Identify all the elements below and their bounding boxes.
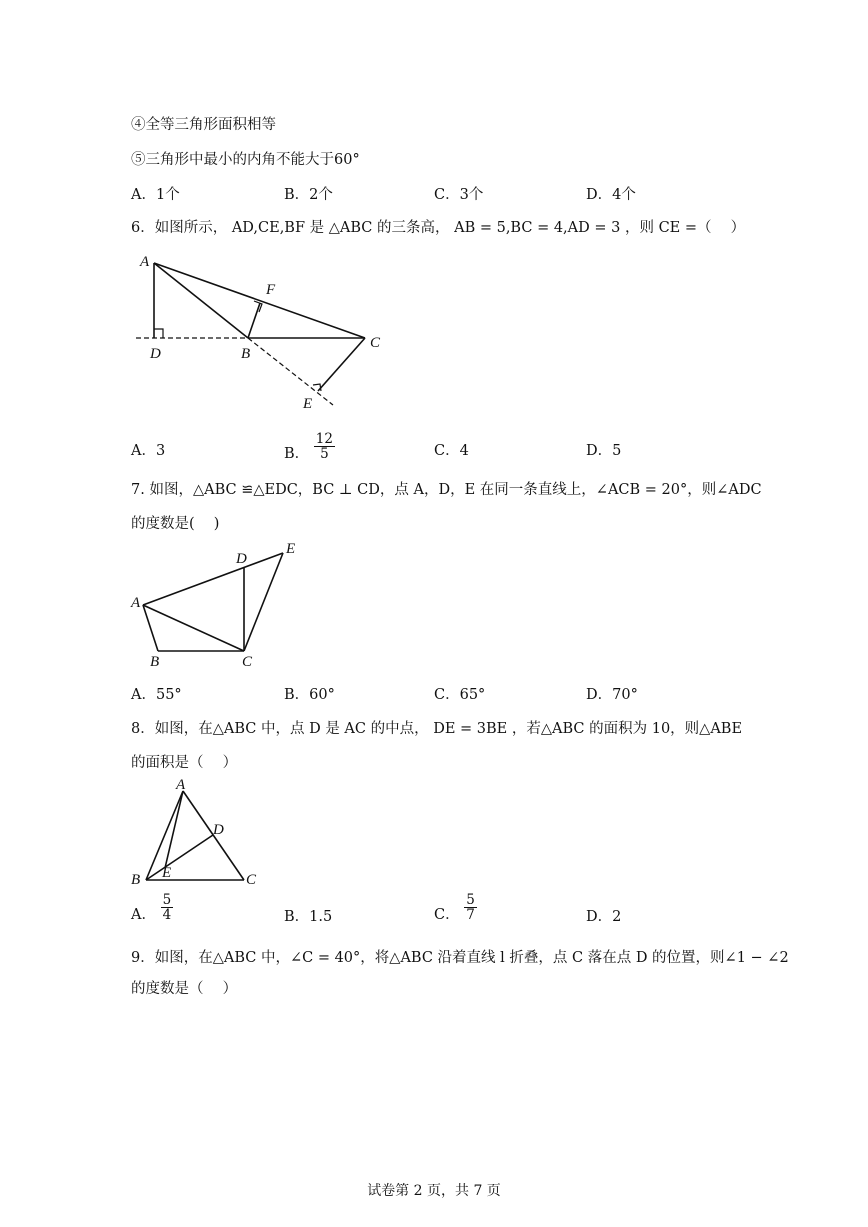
- q6-label-d: D: [150, 346, 161, 362]
- q8-label-b: B: [131, 872, 141, 888]
- q8-option-d[interactable]: D．2: [586, 909, 622, 925]
- q7-label-e: E: [286, 541, 296, 557]
- q8-question-line1: 8．如图，在△ABC 中，点 D 是 AC 的中点， DE = 3BE ，若△ABC 的面积为 10，则△ABE: [131, 721, 743, 737]
- q7-label-b: B: [150, 654, 160, 670]
- q6-option-b-letter: B．: [284, 445, 310, 462]
- q7-question-line1: 7. 如图，△ABC ≌△EDC，BC ⊥ CD，点 A，D，E 在同一条直线上，∠ACB = 20°，则∠ADC: [131, 482, 762, 498]
- q7-diagram: [128, 540, 318, 672]
- page-footer: 试卷第 2 页，共 7 页: [367, 1183, 501, 1199]
- q6-label-b: B: [241, 346, 251, 362]
- q7-option-d[interactable]: D．70°: [586, 687, 638, 703]
- q8-label-c: C: [246, 872, 257, 888]
- q8-option-a-denominator: 4: [162, 907, 172, 924]
- q7-label-a: A: [131, 595, 141, 611]
- q9-question-line2: 的度数是（ ）: [131, 981, 238, 997]
- q5-option-d[interactable]: D．4个: [586, 187, 636, 203]
- q6-question: 6．如图所示， AD,CE,BF 是 △ABC 的三条高， AB = 5,BC = 4,AD = 3 ，则 CE =（ ）: [131, 220, 746, 236]
- q5-option-c[interactable]: C．3个: [434, 187, 484, 203]
- q8-option-a[interactable]: [131, 893, 173, 922]
- q8-option-a-fraction: [161, 893, 174, 922]
- q8-option-a-letter: A．: [131, 906, 156, 923]
- q8-options: [131, 893, 771, 933]
- q6-diagram: [128, 248, 388, 413]
- q6-label-c: C: [370, 335, 381, 351]
- q7-label-d: D: [236, 551, 247, 567]
- q6-options: [131, 432, 771, 468]
- q7-label-c: C: [242, 654, 253, 670]
- q8-question-line2: 的面积是（ ）: [131, 755, 238, 771]
- q6-option-b-fraction: [314, 432, 335, 461]
- q7-option-a[interactable]: A．55°: [131, 687, 182, 703]
- q6-option-b-numerator: 12: [315, 431, 333, 447]
- q8-option-c-letter: C．: [434, 906, 460, 923]
- q6-option-c[interactable]: C．4: [434, 443, 469, 459]
- q8-label-a: A: [176, 777, 186, 793]
- q7-option-b[interactable]: B．60°: [284, 687, 335, 703]
- q8-option-c-numerator: 5: [466, 892, 475, 908]
- q7-question-line2: 的度数是( ): [131, 516, 220, 532]
- q8-diagram: [128, 775, 278, 890]
- q5-option-b[interactable]: B．2个: [284, 187, 333, 203]
- q6-label-a: A: [140, 254, 150, 270]
- q6-option-d[interactable]: D．5: [586, 443, 622, 459]
- statement-4: ④全等三角形面积相等: [131, 117, 276, 133]
- q6-label-f: F: [266, 282, 276, 298]
- q8-option-c-fraction: [464, 893, 477, 922]
- q8-label-e: E: [162, 865, 172, 881]
- q7-option-c[interactable]: C．65°: [434, 687, 486, 703]
- q9-question-line1: 9．如图，在△ABC 中，∠C = 40°，将△ABC 沿着直线 l 折叠，点 C 落在点 D 的位置，则∠1 − ∠2: [131, 950, 789, 966]
- q8-option-c-denominator: 7: [466, 907, 475, 924]
- q6-label-e: E: [303, 396, 313, 412]
- q6-option-b-denominator: 5: [320, 446, 329, 463]
- q6-option-a[interactable]: A．3: [131, 443, 166, 459]
- q8-option-a-numerator: 5: [162, 892, 172, 908]
- q8-label-d: D: [213, 822, 224, 838]
- q8-option-c[interactable]: [434, 893, 477, 922]
- q8-option-b[interactable]: B．1.5: [284, 909, 333, 925]
- q5-option-a[interactable]: A．1个: [131, 187, 180, 203]
- statement-5: ⑤三角形中最小的内角不能大于60°: [131, 152, 360, 168]
- q6-option-b[interactable]: [284, 432, 335, 461]
